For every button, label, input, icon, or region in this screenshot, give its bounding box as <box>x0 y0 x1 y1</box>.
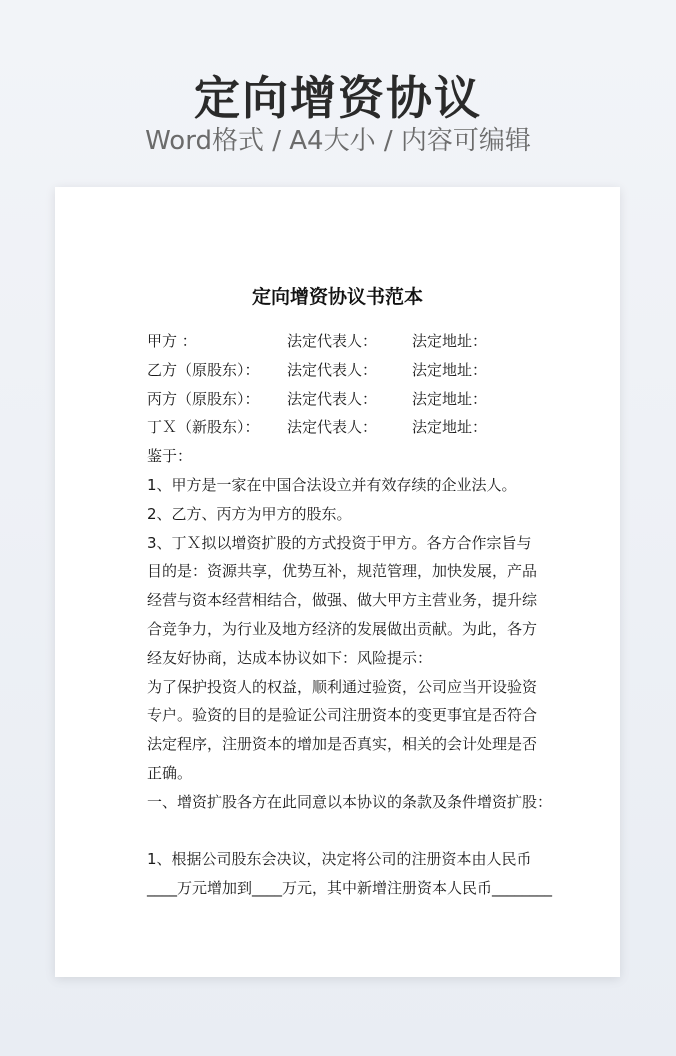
legal-rep-label: 法定代表人： <box>287 418 378 437</box>
section-heading: 一、增资扩股各方在此同意以本协议的条款及条件增资扩股： <box>147 792 553 811</box>
legal-rep-label: 法定代表人： <box>287 389 378 408</box>
legal-address-label: 法定地址： <box>412 389 488 408</box>
paragraph-line: 专户。验资的目的是验证公司注册资本的变更事宜是否符合 <box>147 706 538 725</box>
paragraph-line: 3、丁Ｘ拟以增资扩股的方式投资于甲方。各方合作宗旨与 <box>147 533 532 552</box>
paragraph-line: 目的是：资源共享，优势互补，规范管理，加快发展，产品 <box>147 562 538 581</box>
banner-title: 定向增资协议 <box>194 71 482 125</box>
party-row-yi <box>147 356 557 385</box>
document-title: 定向增资协议书范本 <box>251 286 423 308</box>
party-label: 丙方（原股东）： <box>147 389 260 408</box>
banner-subtitle: Word格式 / A4大小 / 内容可编辑 <box>145 126 531 156</box>
paragraph-line: 经友好协商，达成本协议如下：风险提示： <box>147 648 433 667</box>
document-page <box>55 187 620 977</box>
paragraph-line: 合竞争力，为行业及地方经济的发展做出贡献。为此，各方 <box>147 619 538 638</box>
paragraph-line: 1、根据公司股东会决议，决定将公司的注册资本由人民币 <box>147 850 532 869</box>
party-label: 乙方（原股东）： <box>147 360 260 379</box>
legal-address-label: 法定地址： <box>412 360 488 379</box>
paragraph-line: 经营与资本经营相结合，做强、做大甲方主营业务，提升综 <box>147 591 538 610</box>
legal-rep-label: 法定代表人： <box>287 360 378 379</box>
paragraph-line: 为了保护投资人的权益，顺利通过验资，公司应当开设验资 <box>147 677 538 696</box>
recital-heading: 鉴于： <box>147 447 193 466</box>
paragraph-line: 2、乙方、丙方为甲方的股东。 <box>147 504 352 523</box>
legal-rep-label: 法定代表人： <box>287 332 378 350</box>
blank-line <box>147 817 557 846</box>
document-body <box>147 327 557 903</box>
party-row-ding <box>147 413 557 442</box>
party-label: 甲方 ： <box>147 332 197 350</box>
paragraph-line: 正确。 <box>147 763 193 782</box>
legal-address-label: 法定地址： <box>412 418 488 437</box>
party-row-jia <box>147 327 557 356</box>
party-label: 丁Ｘ（新股东）： <box>147 418 260 437</box>
party-row-bing <box>147 385 557 414</box>
paragraph-line: ____万元增加到____万元，其中新增注册资本人民币________ <box>147 879 553 898</box>
paragraph-line: 法定程序，注册资本的增加是否真实，相关的会计处理是否 <box>147 735 538 754</box>
paragraph-line: 1、甲方是一家在中国合法设立并有效存续的企业法人。 <box>147 475 517 494</box>
legal-address-label: 法定地址： <box>412 332 488 350</box>
